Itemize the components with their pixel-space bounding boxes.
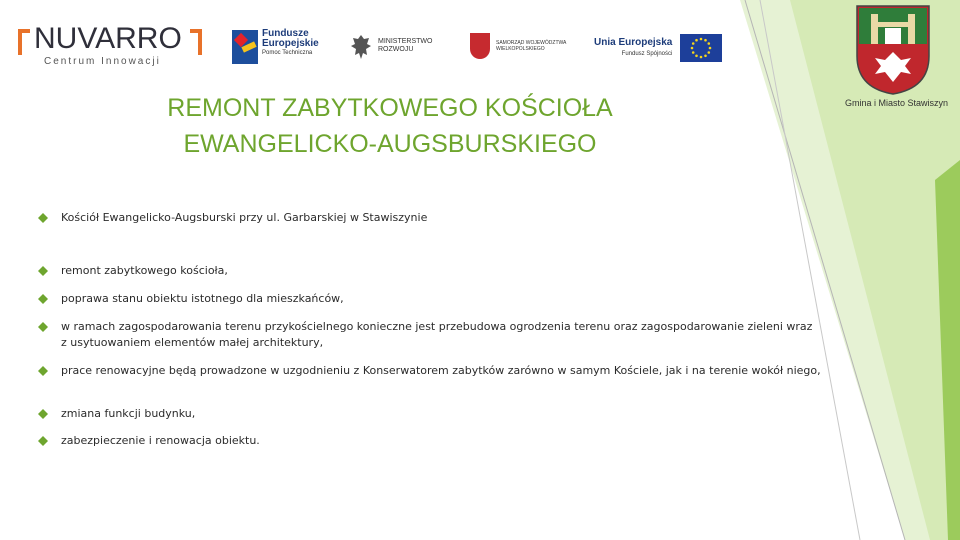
- nuvarro-right-bracket-icon: [190, 29, 202, 55]
- bullet-text: w ramach zagospodarowania terenu przykościelnego konieczne jest przebudowa ogrodzenia terenu oraz zagospodarowanie zieleni wraz z usytuowaniem elementów małej architektury,: [61, 320, 813, 349]
- bullet-text: poprawa stanu obiektu istotnego dla mieszkańców,: [61, 292, 344, 305]
- bullet-text: zabezpieczenie i renowacja obiektu.: [61, 434, 260, 447]
- title-line2: EWANGELICKO-AUGSBURSKIEGO: [183, 130, 597, 158]
- wielkopolska-shield-icon: [470, 33, 490, 59]
- ministerstwo-line1: MINISTERSTWO: [378, 38, 433, 45]
- diamond-bullet-icon: [38, 322, 48, 332]
- diamond-bullet-icon: [38, 266, 48, 276]
- samorzad-logo-text: [496, 40, 566, 52]
- diamond-bullet-icon: [38, 436, 48, 446]
- fundusze-europejskie-logo-text: [262, 29, 319, 58]
- diamond-bullet-icon: [38, 213, 48, 223]
- diamond-bullet-icon: [38, 409, 48, 419]
- bullet-text: prace renowacyjne będą prowadzone w uzgodnieniu z Konserwatorem zabytków zarówno w samym Kościele, jak i na terenie wokół niego,: [61, 364, 821, 377]
- nuvarro-wordmark: NUVARRO: [34, 22, 182, 55]
- stawiszyn-coat-of-arms-icon: [855, 4, 931, 96]
- samorzad-line2: WIELKOPOLSKIEGO: [496, 46, 545, 52]
- coat-of-arms-caption: Gmina i Miasto Stawiszyn: [845, 98, 949, 108]
- nuvarro-left-bracket-icon: [18, 29, 30, 55]
- ministerstwo-line2: ROZWOJU: [378, 46, 414, 53]
- fundusze-line3: Pomoc Techniczna: [262, 50, 313, 56]
- polish-eagle-icon: [350, 33, 372, 61]
- samorzad-line1: SAMORZĄD WOJEWÓDZTWA: [496, 40, 567, 46]
- nuvarro-logo: [18, 24, 208, 68]
- bullet-text: zmiana funkcji budynku,: [61, 407, 196, 420]
- nuvarro-subtitle: Centrum Innowacji: [44, 56, 161, 67]
- fundusze-line2: Europejskie: [262, 38, 319, 49]
- ue-line2: Fundusz Spójności: [621, 51, 673, 57]
- eu-flag-icon: [680, 34, 722, 62]
- unia-europejska-logo-text: [594, 37, 672, 59]
- ministerstwo-logo-text: [378, 38, 432, 54]
- slide-title: [100, 90, 680, 162]
- fundusze-europejskie-flag-icon: [232, 30, 258, 64]
- diamond-bullet-icon: [38, 366, 48, 376]
- bullet-text: remont zabytkowego kościoła,: [61, 264, 228, 277]
- bullet-text: Kościół Ewangelicko-Augsburski przy ul. Garbarskiej w Stawiszynie: [61, 211, 428, 224]
- fundusze-line1: Fundusze: [262, 28, 309, 39]
- title-line1: REMONT ZABYTKOWEGO KOŚCIOŁA: [167, 94, 613, 122]
- ue-line1: Unia Europejska: [594, 37, 673, 48]
- diamond-bullet-icon: [38, 294, 48, 304]
